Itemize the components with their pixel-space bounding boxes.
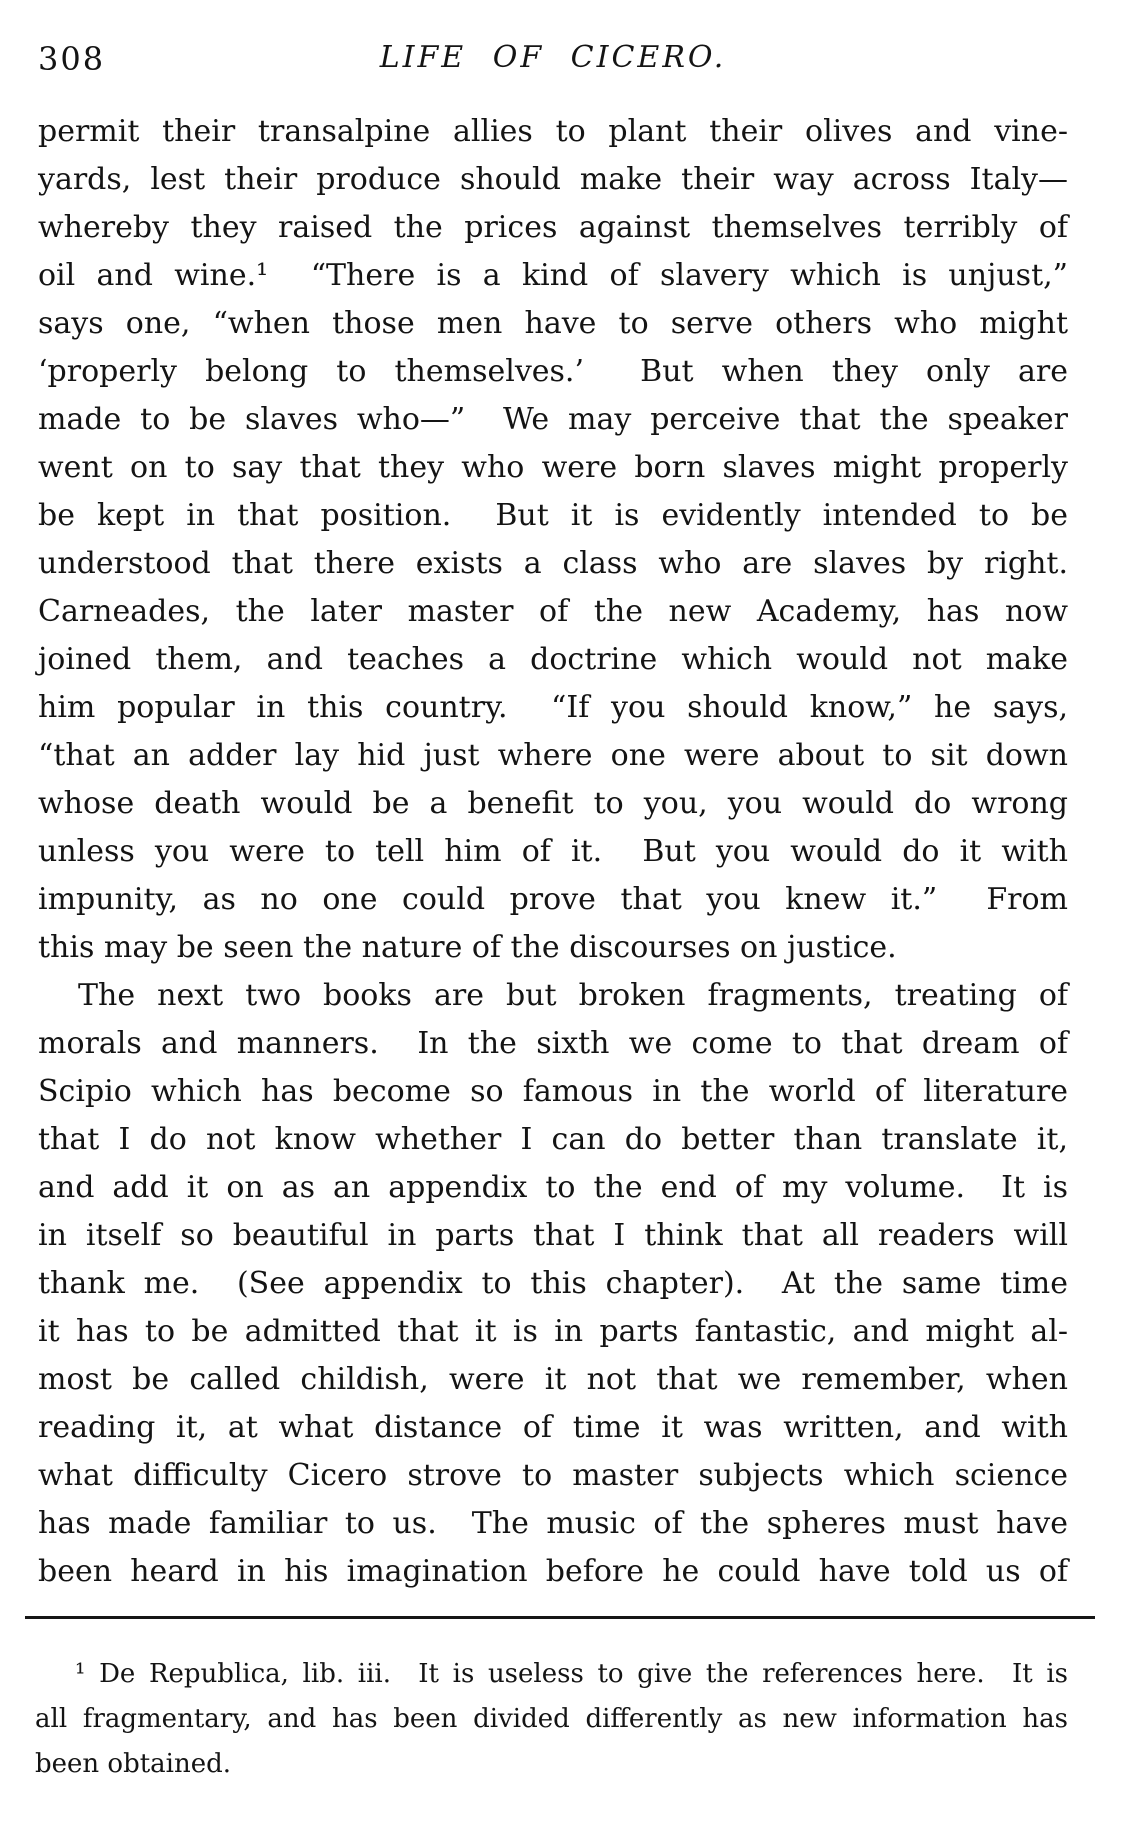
footnote-rule [25, 1616, 1095, 1619]
text-line: says one, “when those men have to serve others who might [38, 306, 1068, 341]
text-line: this may be seen the nature of the discourses on justice. [38, 930, 897, 965]
text-line: ‘properly belong to themselves.’ But when they only are [38, 354, 1068, 389]
body-text [38, 108, 1068, 1596]
text-line: impunity, as no one could prove that you knew it.” From [38, 882, 1068, 917]
text-line: be kept in that position. But it is evidently intended to be [38, 498, 1068, 533]
text-line: Carneades, the later master of the new Academy, has now [38, 594, 1068, 629]
text-line: that I do not know whether I can do better than translate it, [38, 1122, 1068, 1157]
text-line: oil and wine.¹ “There is a kind of slavery which is unjust,” [38, 258, 1068, 293]
text-line: most be called childish, were it not that we remember, when [38, 1362, 1068, 1397]
text-line: joined them, and teaches a doctrine which would not make [38, 642, 1068, 677]
text-line: whereby they raised the prices against themselves terribly of [38, 210, 1068, 245]
text-line: thank me. (See appendix to this chapter). At the same time [38, 1266, 1068, 1301]
text-line: Scipio which has become so famous in the world of literature [38, 1074, 1068, 1109]
text-line: and add it on as an appendix to the end of my volume. It is [38, 1170, 1068, 1205]
page-number: 308 [38, 40, 106, 78]
text-line: understood that there exists a class who are slaves by right. [38, 546, 1068, 581]
text-line: in itself so beautiful in parts that I think that all readers will [38, 1218, 1068, 1253]
text-line: permit their transalpine allies to plant their olives and vine- [38, 114, 1068, 149]
text-line: made to be slaves who—” We may perceive that the speaker [38, 402, 1068, 437]
text-line: ¹ De Republica, lib. iii. It is useless to give the references here. It is [75, 1659, 1068, 1689]
text-line: “that an adder lay hid just where one were about to sit down [38, 738, 1068, 773]
text-line: whose death would be a benefit to you, you would do wrong [38, 786, 1068, 821]
text-line: yards, lest their produce should make their way across Italy— [38, 162, 1068, 197]
page-header [38, 38, 1068, 82]
running-title: LIFE OF CICERO. [379, 40, 727, 75]
text-line: him popular in this country. “If you should know,” he says, [38, 690, 1068, 725]
text-line: has made familiar to us. The music of the spheres must have [38, 1506, 1068, 1541]
text-line: morals and manners. In the sixth we come to that dream of [38, 1026, 1068, 1061]
footnote [35, 1652, 1068, 1787]
text-line: unless you were to tell him of it. But you would do it with [38, 834, 1068, 869]
text-line: went on to say that they who were born slaves might properly [38, 450, 1068, 485]
paragraph-2 [38, 972, 1068, 1596]
text-line: been heard in his imagination before he could have told us of [38, 1554, 1068, 1589]
text-line: what difficulty Cicero strove to master subjects which science [38, 1458, 1068, 1493]
paragraph-1 [38, 108, 1068, 972]
text-line: The next two books are but broken fragments, treating of [78, 978, 1068, 1013]
text-line: reading it, at what distance of time it was written, and with [38, 1410, 1068, 1445]
text-line: been obtained. [35, 1749, 232, 1779]
text-line: it has to be admitted that it is in parts fantastic, and might al- [38, 1314, 1068, 1349]
text-line: all fragmentary, and has been divided differently as new information has [35, 1704, 1068, 1734]
